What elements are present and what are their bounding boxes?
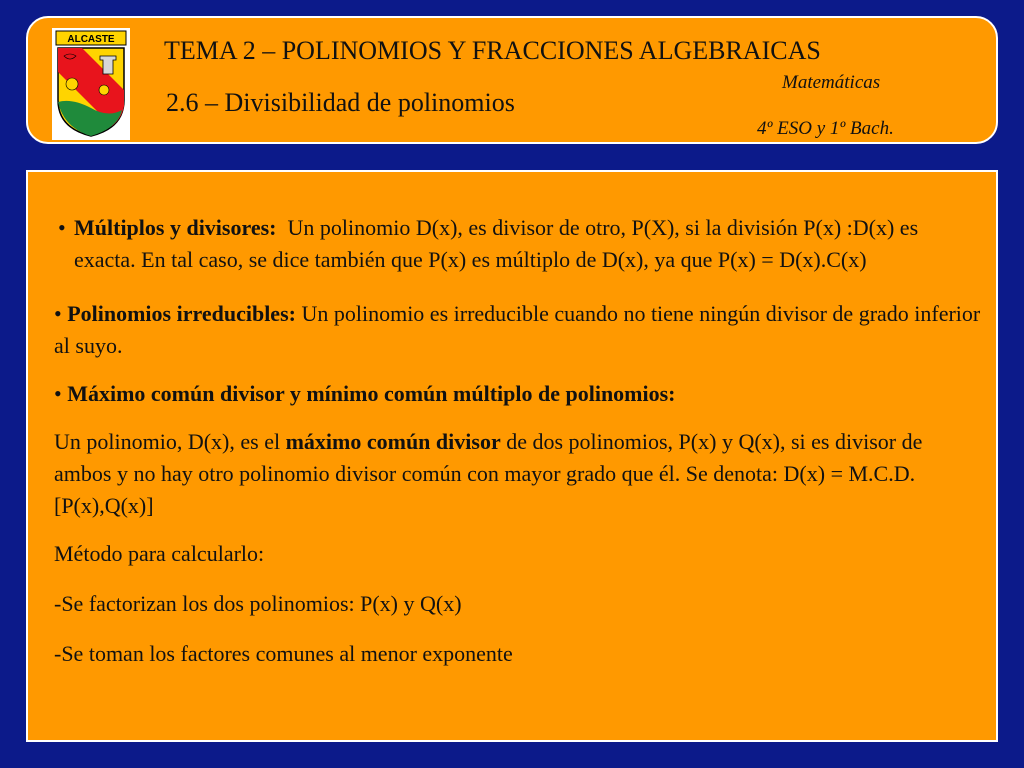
- crest-icon: [52, 28, 130, 140]
- subject-label: Matemáticas: [782, 72, 881, 93]
- logo-text: ALCASTE: [67, 34, 115, 45]
- multiplos-paragraph: [54, 212, 984, 276]
- mcd-heading: Máximo común divisor y mínimo común múltiplo de polinomios:: [67, 381, 676, 406]
- section-subtitle: 2.6 – Divisibilidad de polinomios: [166, 88, 515, 117]
- irreducibles-paragraph: [54, 298, 984, 362]
- bullet-icon: •: [54, 301, 62, 326]
- bullet-icon: •: [54, 381, 62, 406]
- irreducibles-term: Polinomios irreducibles:: [67, 301, 296, 326]
- mcd-definition-after: de dos polinomios, P(x) y Q(x), si es divisor de ambos y no hay otro polinomio divisor común con mayor grado que él. Se denota: D(x) = M.C.D. [P(x),Q(x)]: [54, 429, 923, 518]
- method-title: Método para calcularlo:: [54, 541, 265, 566]
- mcd-definition-term: máximo común divisor: [285, 429, 501, 454]
- mcd-definition-before: Un polinomio, D(x), es el: [54, 429, 281, 454]
- method-step-1: -Se factorizan los dos polinomios: P(x) y Q(x): [54, 591, 462, 616]
- content-body: [54, 212, 984, 670]
- course-level-label: 4º ESO y 1º Bach.: [757, 118, 894, 139]
- school-crest-logo: [52, 28, 130, 140]
- irreducibles-text: Un polinomio es irreducible cuando no tiene ningún divisor de grado inferior al suyo.: [54, 301, 981, 358]
- page-title: TEMA 2 – POLINOMIOS Y FRACCIONES ALGEBRAICAS: [164, 36, 821, 65]
- content-panel: [26, 170, 998, 742]
- bullet-icon: •: [58, 215, 66, 240]
- mcd-heading-paragraph: [54, 378, 984, 410]
- mcd-definition-paragraph: [54, 426, 984, 522]
- header-panel: [26, 16, 998, 144]
- multiplos-term: Múltiplos y divisores:: [74, 215, 277, 240]
- multiplos-text: Un polinomio D(x), es divisor de otro, P(X), si la división P(x) :D(x) es exacta. En tal caso, se dice también que P(x) es múltiplo de D(x), ya que P(x) = D(x).C(x): [74, 215, 919, 272]
- method-step-2: -Se toman los factores comunes al menor exponente: [54, 641, 513, 666]
